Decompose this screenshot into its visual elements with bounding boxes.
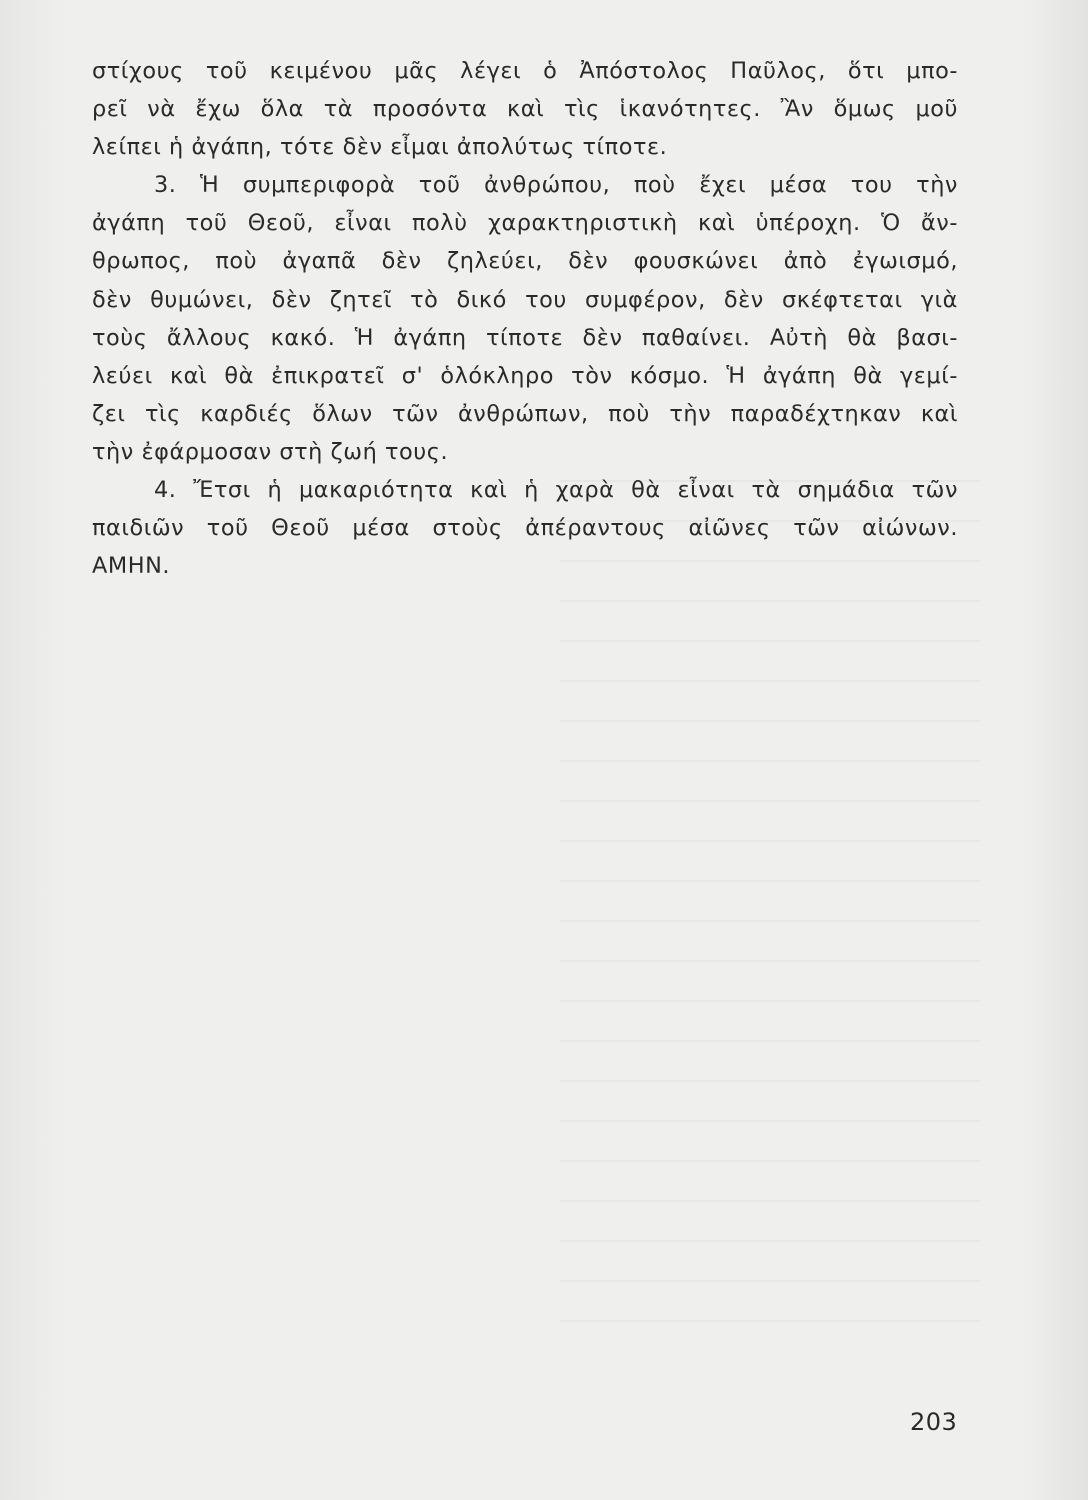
text-line: τὴν ἐφάρμοσαν στὴ ζωή τους. — [92, 438, 449, 465]
text-line: στίχους τοῦ κειμένου μᾶς λέγει ὁ Ἀπόστολος Παῦλος, ὅτι μπο- — [92, 58, 958, 84]
text-line: θρωπος, ποὺ ἀγαπᾶ δὲν ζηλεύει, δὲν φουσκώνει ἀπὸ ἐγωισμό, — [92, 248, 958, 275]
text-line: δὲν θυμώνει, δὲν ζητεῖ τὸ δικό του συμφέρον, δὲν σκέφτεται γιὰ — [92, 286, 958, 313]
text-line: τοὺς ἄλλους κακό. Ἡ ἀγάπη τίποτε δὲν παθαίνει. Αὐτὴ θὰ βασι- — [92, 324, 958, 351]
text-line: λείπει ἡ ἀγάπη, τότε δὲν εἶμαι ἀπολύτως τίποτε. — [92, 134, 668, 161]
paragraph-4-start: 4. Ἔτσι ἡ μακαριότητα καὶ ἡ χαρὰ θὰ εἶναι τὰ σημάδια τῶν — [154, 477, 958, 504]
page-number: 203 — [910, 1408, 958, 1436]
paragraph-3-start: 3. Ἡ συμπεριφορὰ τοῦ ἀνθρώπου, ποὺ ἔχει μέσα του τὴν — [154, 172, 958, 199]
text-line: λεύει καὶ θὰ ἐπικρατεῖ σ' ὁλόκληρο τὸν κόσμο. Ἡ ἀγάπη θὰ γεμί- — [92, 362, 958, 389]
body-text — [92, 52, 958, 585]
text-line: ρεῖ νὰ ἔχω ὅλα τὰ προσόντα καὶ τὶς ἱκανότητες. Ἂν ὅμως μοῦ — [92, 96, 958, 123]
text-line: ζει τὶς καρδιές ὅλων τῶν ἀνθρώπων, ποὺ τὴν παραδέχτηκαν καὶ — [92, 400, 958, 427]
show-through-background — [560, 480, 980, 1360]
amen-line: ΑΜΗΝ. — [92, 553, 171, 580]
text-line: ἀγάπη τοῦ Θεοῦ, εἶναι πολὺ χαρακτηριστικὴ καὶ ὑπέροχη. Ὁ ἄν- — [92, 210, 958, 237]
text-line: παιδιῶν τοῦ Θεοῦ μέσα στοὺς ἀπέραντους αἰῶνες τῶν αἰώνων. — [92, 515, 958, 542]
